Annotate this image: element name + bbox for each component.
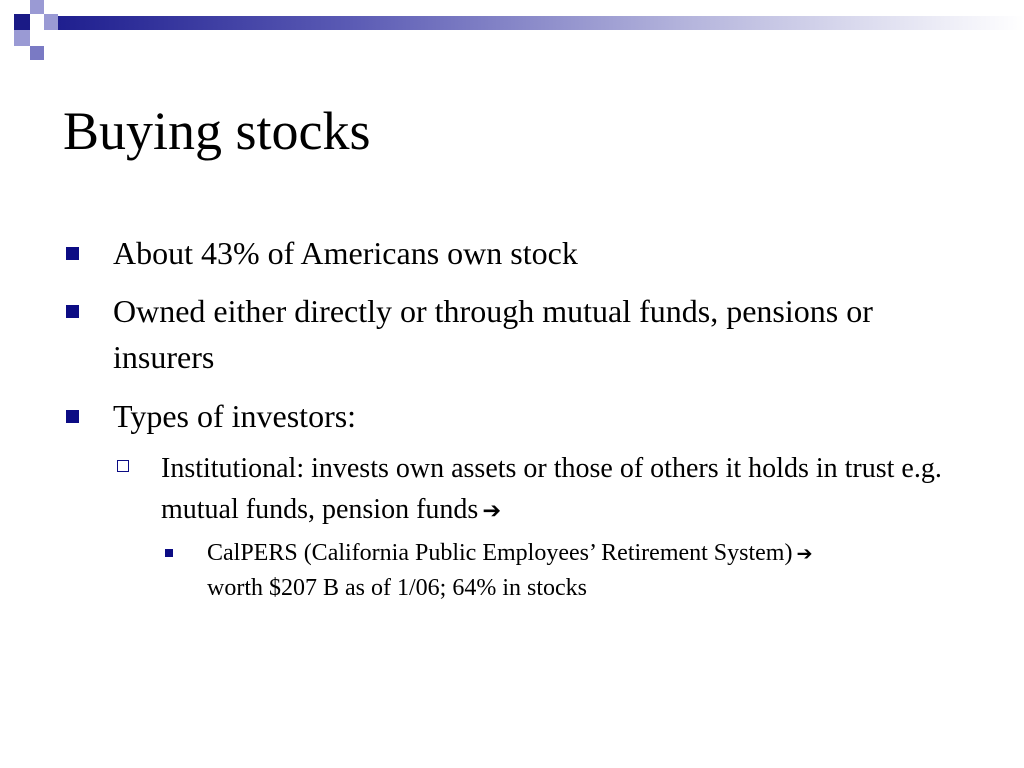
header-square-light <box>44 14 58 30</box>
bullet-item <box>113 288 903 380</box>
square-bullet-icon <box>66 410 79 423</box>
sub-bullet-text: Institutional: invests own assets or those of others it holds in trust e.g. mutual funds, pension funds <box>161 453 942 525</box>
sub-sub-bullet-item <box>207 536 947 605</box>
bullet-item <box>113 230 933 276</box>
slide-header-decoration <box>0 0 1024 64</box>
square-bullet-icon <box>66 305 79 318</box>
slide-title: Buying stocks <box>63 101 371 161</box>
sub-bullet-item <box>161 448 961 532</box>
bullet-text: Owned either directly or through mutual funds, pensions or insurers <box>113 293 873 375</box>
bullet-text: Types of investors: <box>113 398 357 434</box>
arrow-right-icon: ➔ <box>796 542 813 565</box>
header-square-light <box>14 30 30 46</box>
sub-sub-bullet-text: CalPERS (California Public Employees’ Retirement System) <box>207 540 793 566</box>
bullet-text: About 43% of Americans own stock <box>113 235 578 271</box>
sub-sub-bullet-text-continued: worth $207 B as of 1/06; 64% in stocks <box>207 575 587 601</box>
arrow-right-icon: ➔ <box>482 498 502 524</box>
bullet-item <box>113 393 933 439</box>
square-bullet-icon <box>66 247 79 260</box>
header-gradient-bar <box>58 16 1024 30</box>
header-square-light <box>30 0 44 14</box>
header-square-mid <box>30 46 44 60</box>
hollow-square-bullet-icon <box>117 460 129 472</box>
header-square-dark <box>14 14 30 30</box>
small-square-bullet-icon <box>165 549 173 557</box>
